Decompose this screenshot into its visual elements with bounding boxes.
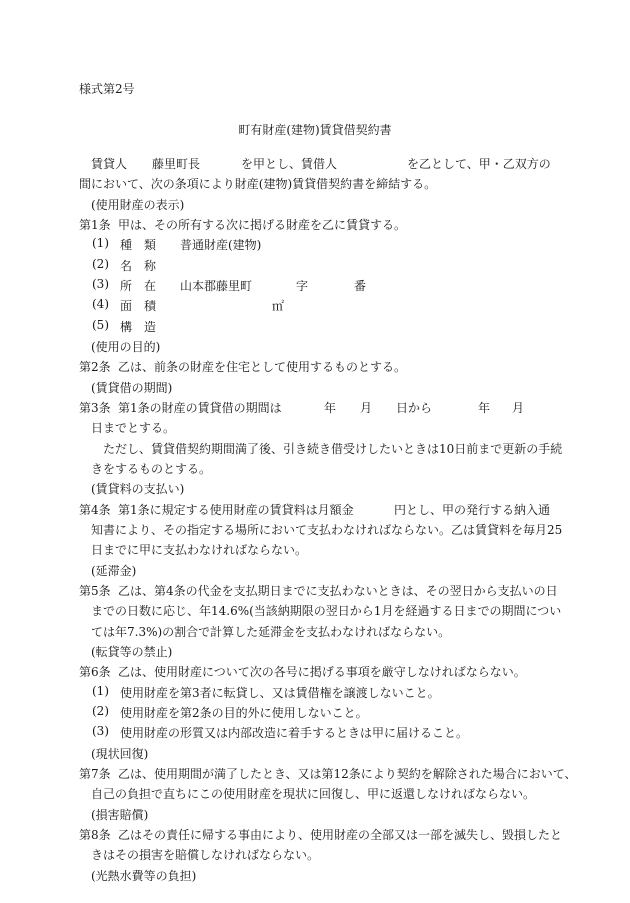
item-label: 名 称 xyxy=(120,259,157,273)
article-text: きはその損害を賠償しなければならない。 xyxy=(91,848,320,862)
item-value: ㎡ xyxy=(272,299,285,313)
period-day-from: 日から xyxy=(396,401,433,415)
lessor-suffix: を甲とし、賃借人 xyxy=(241,157,338,171)
item-label: 所 在 xyxy=(120,279,157,293)
article-text: 乙は、第4条の代金を支払期日までに支払わないときは、その翌日から支払いの日 xyxy=(118,584,558,598)
lessor-name: 藤里町長 xyxy=(152,157,201,171)
article-text: 日までとする。 xyxy=(91,421,176,435)
item-value: 山本郡藤里町 xyxy=(180,279,253,293)
article-text: 自己の負担で直ちにこの使用財産を現状に回復し、甲に返還しなければならない。 xyxy=(91,787,536,801)
item-number: (5) xyxy=(92,318,109,332)
section-heading: (使用の目的) xyxy=(91,340,161,354)
section-heading: (賃貸料の支払い) xyxy=(91,482,185,496)
article-text: 日までに甲に支払わなければならない。 xyxy=(91,543,308,557)
article-text: 乙は、使用財産について次の各号に掲げる事項を厳守しなければならない。 xyxy=(118,665,526,679)
article-text: 第1条に規定する使用財産の賃貸料は月額金 xyxy=(118,503,354,517)
article-text: ただし、賃貸借契約期間満了後、引き続き借受けしたいときは10日前まで更新の手続 xyxy=(103,442,563,456)
article-text: 円とし、甲の発行する納入通 xyxy=(394,503,551,517)
item-text: 使用財産の形質又は内部改造に着手するときは甲に届けること。 xyxy=(120,726,469,740)
item-ban: 番 xyxy=(354,279,367,293)
item-number: (1) xyxy=(92,236,109,250)
article-text: 乙はその責任に帰する事由により、使用財産の全部又は一部を滅失し、毀損したと xyxy=(118,828,563,842)
item-label: 構 造 xyxy=(120,320,157,334)
article-text: 甲は、その所有する次に掲げる財産を乙に賃貸する。 xyxy=(118,218,407,232)
period-year: 年 xyxy=(324,401,337,415)
article-number: 第8条 xyxy=(79,828,111,842)
form-number: 様式第2号 xyxy=(79,82,135,96)
section-heading: (損害賠償) xyxy=(91,808,149,822)
item-text: 使用財産を第2条の目的外に使用しないこと。 xyxy=(120,706,368,720)
article-text: 知書により、その指定する場所において支払わなければならない。乙は賃貸料を毎月25 xyxy=(91,523,563,537)
lessee-suffix: を乙として、甲・乙双方の xyxy=(407,157,551,171)
article-number: 第4条 xyxy=(79,503,111,517)
period-month: 月 xyxy=(360,401,373,415)
article-text: 乙は、使用期間が満了したとき、又は第12条により契約を解除された場合において、 xyxy=(118,767,577,781)
period-month: 月 xyxy=(512,401,525,415)
item-number: (3) xyxy=(92,724,109,738)
section-heading: (現状回復) xyxy=(91,747,149,761)
item-number: (3) xyxy=(92,277,109,291)
article-number: 第1条 xyxy=(79,218,111,232)
article-number: 第2条 xyxy=(79,360,111,374)
section-heading: (光熱水費等の負担) xyxy=(91,869,197,883)
lessor-label: 賃貸人 xyxy=(91,157,128,171)
article-number: 第6条 xyxy=(79,665,111,679)
article-number: 第7条 xyxy=(79,767,111,781)
item-number: (2) xyxy=(92,257,109,271)
article-text: までの日数に応じ、年14.6%(当該納期限の翌日から1月を経過する日までの期間につい xyxy=(91,604,562,618)
intro-line-2: 間において、次の条項により財産(建物)賃貸借契約書を締結する。 xyxy=(79,177,437,191)
item-label: 面 積 xyxy=(120,299,157,313)
period-year: 年 xyxy=(478,401,491,415)
article-number: 第5条 xyxy=(79,584,111,598)
section-heading: (転貸等の禁止) xyxy=(91,645,173,659)
section-heading: (使用財産の表示) xyxy=(91,198,185,212)
article-text: ては年7.3%)の割合で計算した延滞金を支払わなければならない。 xyxy=(91,625,451,639)
article-text: きをするものとする。 xyxy=(91,462,212,476)
section-heading: (延滞金) xyxy=(91,564,137,578)
item-label: 種 類 xyxy=(120,238,157,252)
item-number: (1) xyxy=(92,684,109,698)
item-value: 普通財産(建物) xyxy=(180,238,262,252)
item-aza: 字 xyxy=(296,279,309,293)
item-number: (2) xyxy=(92,704,109,718)
article-number: 第3条 xyxy=(79,401,111,415)
section-heading: (賃貸借の期間) xyxy=(91,381,173,395)
item-text: 使用財産を第3者に転貸し、又は賃借権を譲渡しないこと。 xyxy=(120,686,440,700)
document-title: 町有財産(建物)賃貸借契約書 xyxy=(238,123,392,137)
article-text: 第1条の財産の賃貸借の期間は xyxy=(118,401,282,415)
article-text: 乙は、前条の財産を住宅として使用するものとする。 xyxy=(118,360,407,374)
item-number: (4) xyxy=(92,297,109,311)
